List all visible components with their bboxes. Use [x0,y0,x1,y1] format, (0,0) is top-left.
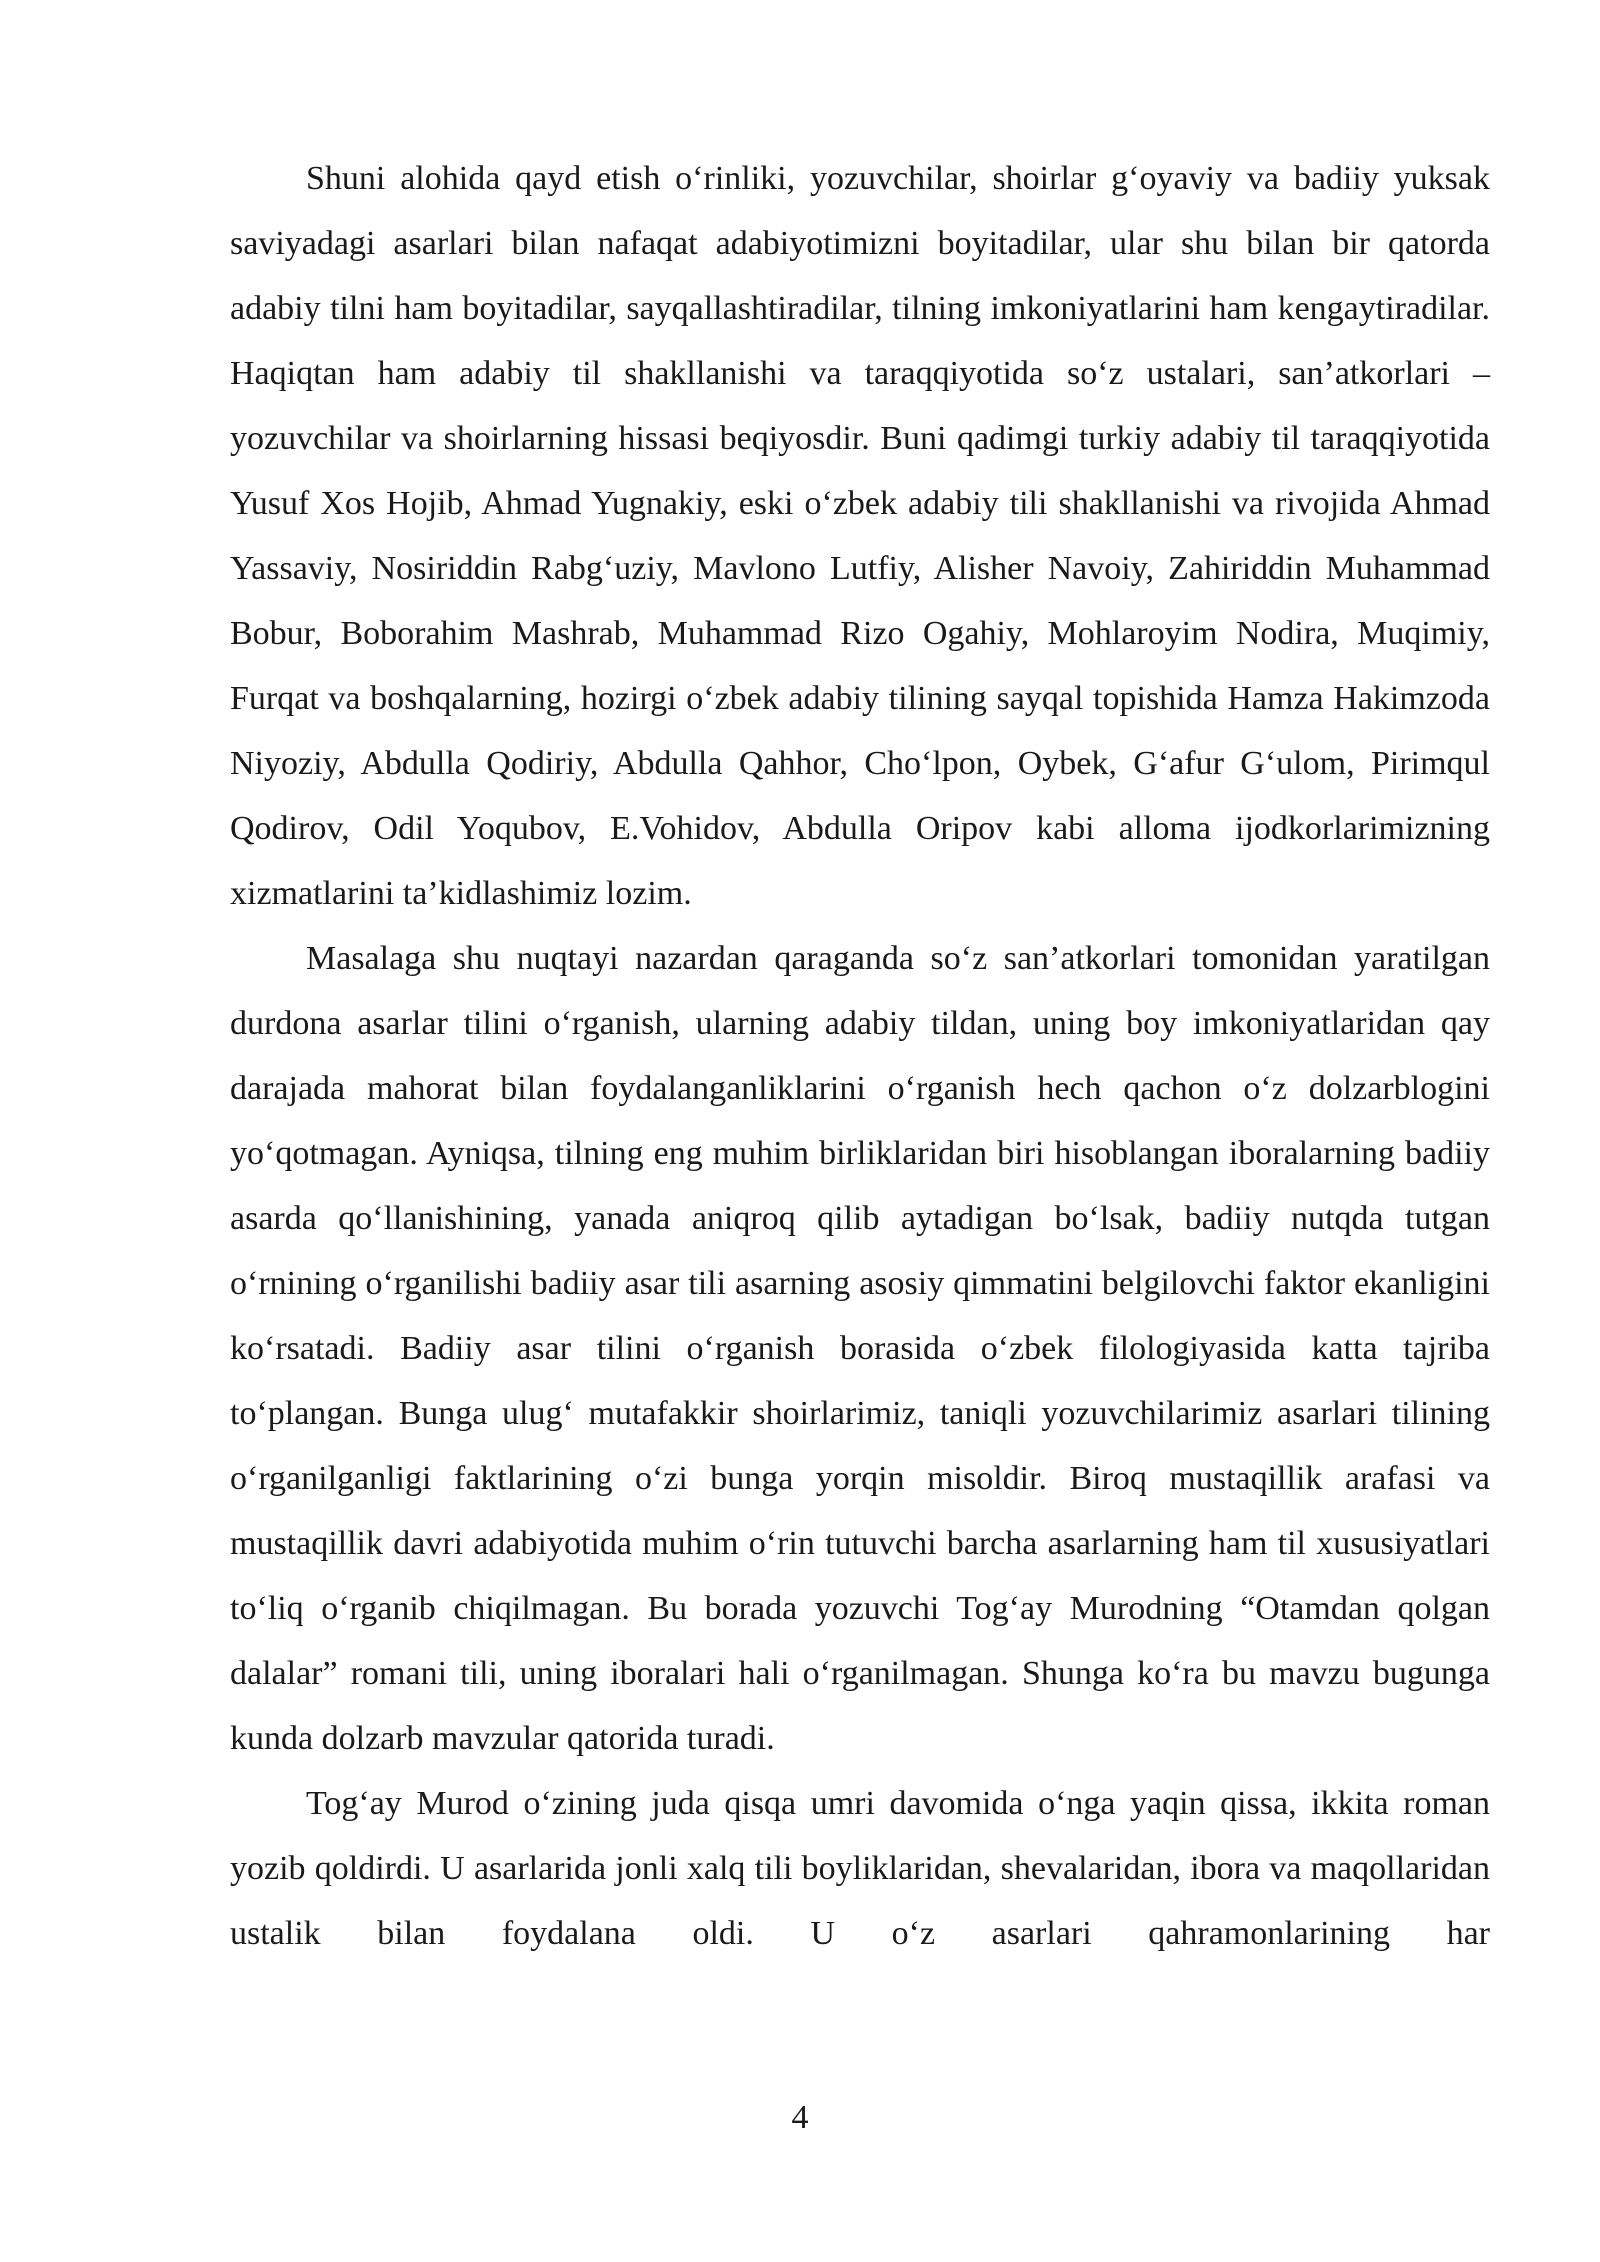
page-number: 4 [791,2099,809,2136]
paragraph-1: Shuni alohida qayd etish o‘rinliki, yozuvchilar, shoirlar g‘oyaviy va badiiy yuksak saviyadagi asarlari bilan nafaqat adabiyotimizni boyitadilar, ular shu bilan bir qatorda adabiy tilni ham boyitadilar, sayqallashtiradilar, tilning imkoniyatlarini ham kengaytiradilar. Haqiqtan ham adabiy til shakllanishi va taraqqiyotida so‘z ustalari, san’atkorlari – yozuvchilar va shoirlarning hissasi beqiyosdir. Buni qadimgi turkiy adabiy til taraqqiyotida Yusuf Xos Hojib, Ahmad Yugnakiy, eski o‘zbek adabiy tili shakllanishi va rivojida Ahmad Yassaviy, Nosiriddin Rabg‘uziy, Mavlono Lutfiy, Alisher Navoiy, Zahiriddin Muhammad Bobur, Boborahim Mashrab, Muhammad Rizo Ogahiy, Mohlaroyim Nodira, Muqimiy, Furqat va boshqalarning, hozirgi o‘zbek adabiy tilining sayqal topishida Hamza Hakimzoda Niyoziy, Abdulla Qodiriy, Abdulla Qahhor, Cho‘lpon, Oybek, G‘afur G‘ulom, Pirimqul Qodirov, Odil Yoqubov, E.Vohidov, Abdulla Oripov kabi alloma ijodkorlarimizning xizmatlarini ta’kidlashimiz lozim. [230,160,1490,912]
body-text [230,146,1490,1966]
paragraph-3: Tog‘ay Murod o‘zining juda qisqa umri davomida o‘nga yaqin qissa, ikkita roman yozib qoldirdi. U asarlarida jonli xalq tili boyliklaridan, shevalaridan, ibora va maqollaridan ustalik bilan foydalana oldi. U o‘z asarlari qahramonlarining har [230,1785,1490,1952]
paragraph-2: Masalaga shu nuqtayi nazardan qaraganda so‘z san’atkorlari tomonidan yaratilgan durdona asarlar tilini o‘rganish, ularning adabiy tildan, uning boy imkoniyatlaridan qay darajada mahorat bilan foydalanganliklarini o‘rganish hech qachon o‘z dolzarblogini yo‘qotmagan. Ayniqsa, tilning eng muhim birliklaridan biri hisoblangan iboralarning badiiy asarda qo‘llanishining, yanada aniqroq qilib aytadigan bo‘lsak, badiiy nutqda tutgan o‘rnining o‘rganilishi badiiy asar tili asarning asosiy qimmatini belgilovchi faktor ekanligini ko‘rsatadi. Badiiy asar tilini o‘rganish borasida o‘zbek filologiyasida katta tajriba to‘plangan. Bunga ulug‘ mutafakkir shoirlarimiz, taniqli yozuvchilarimiz asarlari tilining o‘rganilganligi faktlarining o‘zi bunga yorqin misoldir. Biroq mustaqillik arafasi va mustaqillik davri adabiyotida muhim o‘rin tutuvchi barcha asarlarning ham til xususiyatlari to‘liq o‘rganib chiqilmagan. Bu borada yozuvchi Tog‘ay Murodning “Otamdan qolgan dalalar” romani tili, uning iboralari hali o‘rganilmagan. Shunga ko‘ra bu mavzu bugunga kunda dolzarb mavzular qatorida turadi. [230,940,1490,1757]
